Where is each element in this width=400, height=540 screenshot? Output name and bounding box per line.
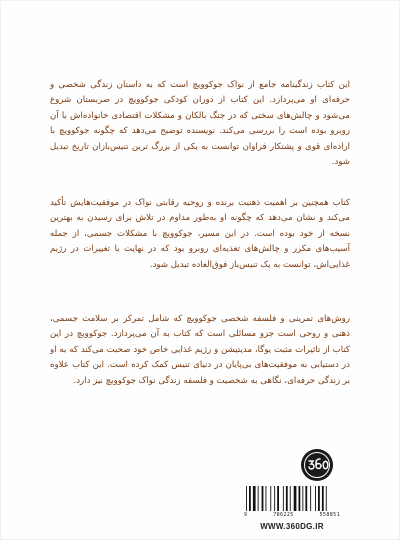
barcode-bar	[249, 486, 251, 511]
barcode-bars	[244, 486, 340, 511]
barcode-bar	[326, 486, 327, 511]
barcode-digits	[244, 512, 340, 518]
barcode-bar	[277, 486, 279, 511]
barcode-digit-group-2: 786225	[273, 512, 294, 518]
barcode-bar	[274, 486, 275, 511]
barcode-bar	[318, 486, 320, 511]
barcode-bar	[322, 486, 324, 511]
barcode-bar	[283, 486, 284, 511]
barcode-bar	[286, 486, 288, 511]
description-paragraph-3: روش‌های تمرینی و فلسفه شخصی جوکوویچ که شامل تمرکز بر سلامت جسمی، ذهنی و روحی است جزو مسائلی است که کتاب به آن می‌پردازد. جوکوویچ در این کتاب از تاثیرات مثبت یوگا، مدیتیشن و رژیم غذایی خاص خود صحبت می‌کند که به او در دستیابی به موفقیت‌های بی‌پایان در دنیای تنیس کمک کرده است. این کتاب علاوه بر زندگی حرفه‌ای، نگاهی به شخصیت و فلسفه زندگی نواک جوکوویچ نیز دارد.	[50, 314, 350, 386]
barcode-bar	[258, 486, 259, 511]
barcode-digit-group-1: 9	[244, 512, 248, 518]
barcode-bar	[270, 486, 271, 511]
barcode-digit-group-3: 558851	[319, 512, 340, 518]
barcode-bar	[315, 486, 316, 511]
barcode-bar	[294, 486, 297, 511]
barcode-bar	[299, 486, 301, 511]
barcode-bar	[246, 486, 247, 511]
barcode-bar	[262, 486, 264, 511]
barcode-bar	[310, 486, 311, 511]
barcode-bar	[305, 486, 307, 511]
description-paragraph-2: کتاب همچنین بر اهمیت ذهنیت برنده و روحیه رقابتی نواک در موفقیت‌هایش تأکید می‌کند و نشان می‌دهد که چگونه او به‌طور مداوم در تلاش برای رسیدن به بهترین نسخه از خود بوده است. در این مسیر، جوکوویچ با مشکلات جسمی، از جمله آسیب‌های مکرر و چالش‌های تغذیه‌ای روبرو بود که در نهایت با تغییرات در رژیم غذایی‌اش، توانست به یک تنیس‌باز فوق‌العاده تبدیل شود.	[50, 198, 350, 270]
barcode-bar	[253, 486, 256, 511]
barcode-bar	[302, 486, 303, 511]
360-logo-icon	[300, 448, 334, 482]
barcode-bar	[266, 486, 267, 511]
barcode-bar	[290, 486, 291, 511]
isbn-barcode	[244, 486, 340, 522]
publisher-website: WWW.360DG.IR	[260, 522, 324, 531]
description-paragraph-1: این کتاب زندگینامه جامع از نواک جوکوویچ است که به داستان زندگی شخصی و حرفه‌ای او می‌پردازد. این کتاب از دوران کودکی جوکوویچ در صربستان شروع می‌شود و چالش‌های سختی که در جنگ بالکان و مشکلات اقتصادی خانواده‌اش با آن روبرو بوده است را بررسی می‌کند. نویسنده توضیح می‌دهد که چگونه جوکوویچ با اراده‌ای قوی و پشتکار فراوان توانست به یکی از بزرگ ترین تنیس‌بازان تاریخ تبدیل شود.	[50, 80, 350, 168]
